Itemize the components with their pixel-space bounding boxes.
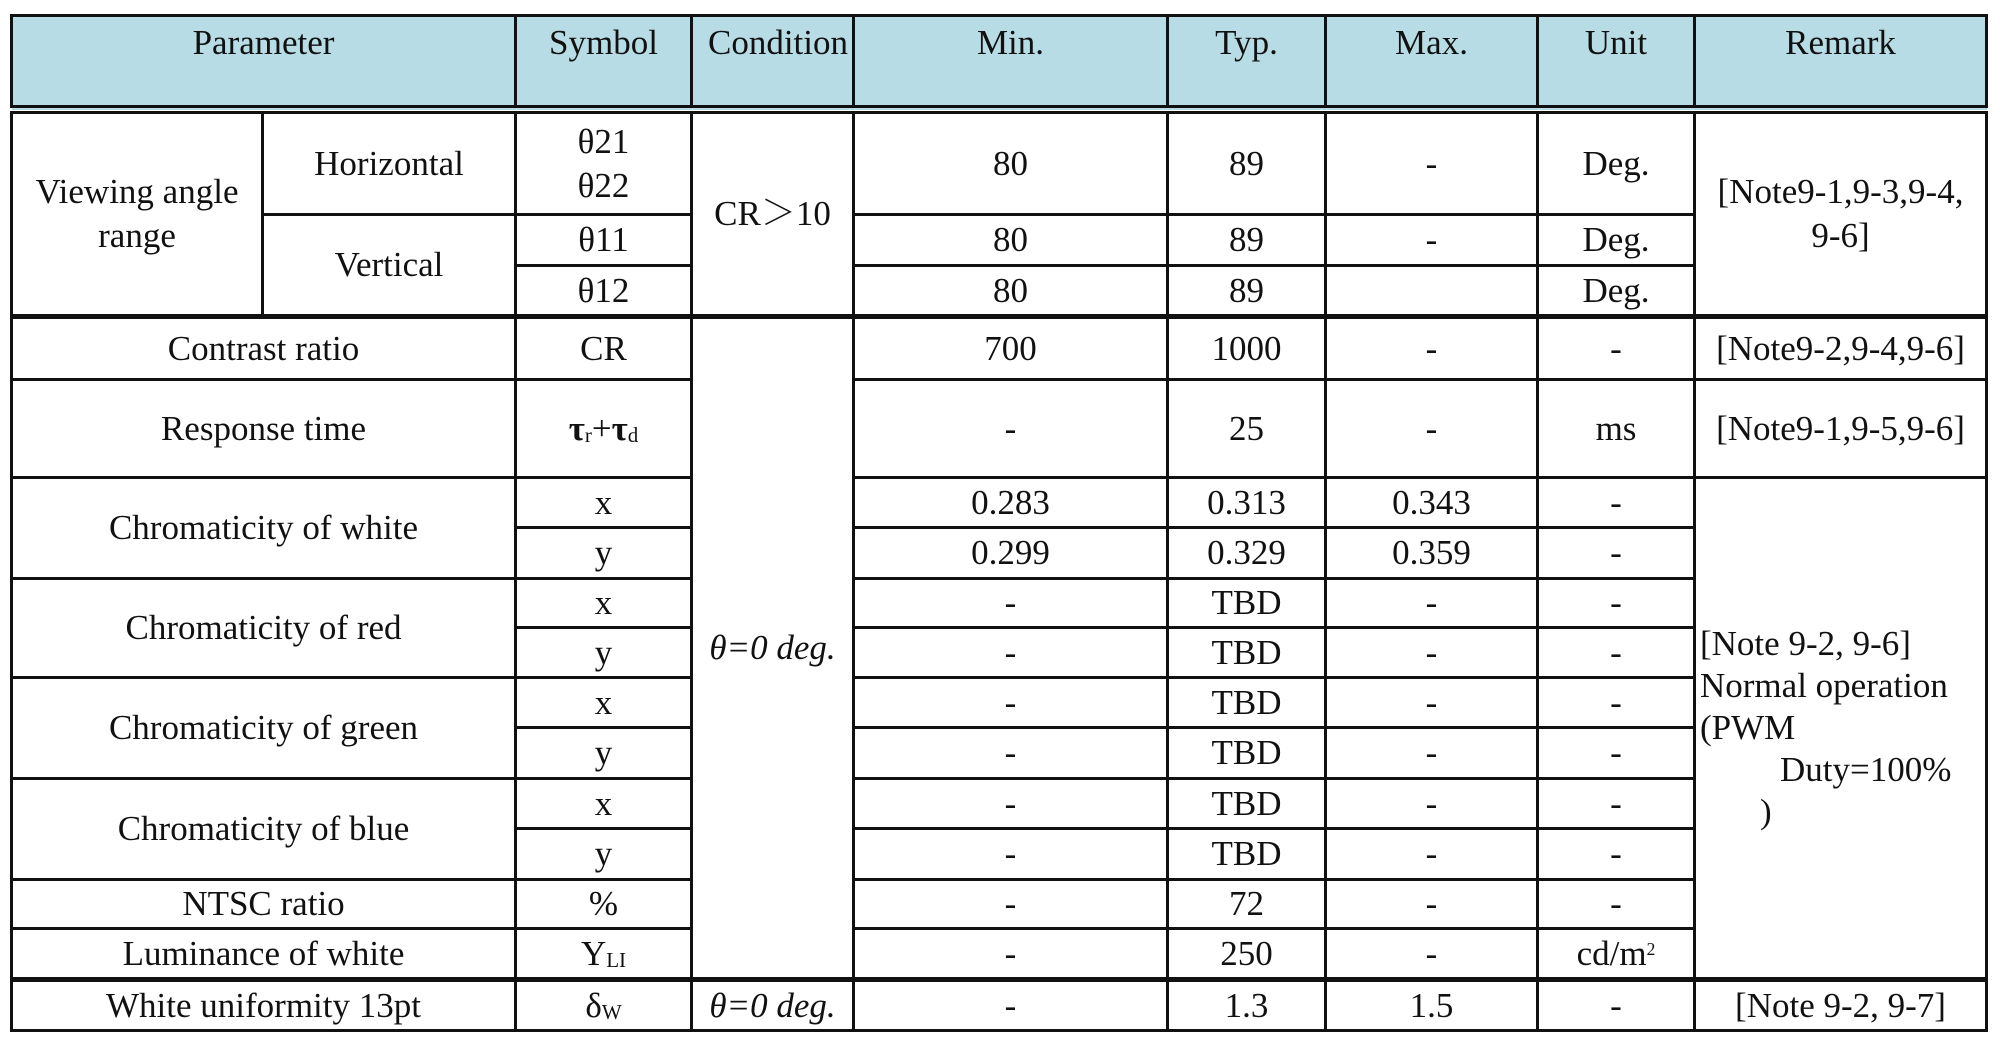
header-condition: Condition: [692, 16, 854, 110]
typ-cell: 1.3: [1168, 980, 1326, 1031]
condition-cell: θ=0 deg.: [692, 980, 854, 1031]
unit: cd/m: [1576, 933, 1647, 973]
symbol: θ22: [577, 165, 630, 205]
plus: +: [591, 408, 612, 448]
unit-cell: -: [1538, 317, 1695, 380]
tau-symbol: τ: [611, 408, 628, 448]
max-cell: 1.5: [1326, 980, 1538, 1031]
remark-response: [Note9-1,9-5,9-6]: [1695, 380, 1987, 478]
tau-symbol: τ: [568, 408, 585, 448]
max-cell: -: [1326, 880, 1538, 929]
unit-cell: -: [1538, 880, 1695, 929]
min-cell: -: [854, 929, 1168, 980]
table-row: [12, 478, 1987, 528]
horizontal-label: Horizontal: [263, 110, 516, 215]
unit-cell: Deg.: [1538, 110, 1695, 215]
table-row: [12, 110, 1987, 215]
optical-spec-table: [10, 14, 1988, 1032]
symbol: δ: [585, 985, 602, 1025]
max-cell: -: [1326, 579, 1538, 628]
remark-chromaticity: [1695, 478, 1987, 980]
typ-cell: TBD: [1168, 678, 1326, 728]
typ-cell: 0.313: [1168, 478, 1326, 528]
typ-cell: 1000: [1168, 317, 1326, 380]
min-cell: 80: [854, 110, 1168, 215]
red-label: Chromaticity of red: [12, 579, 516, 678]
symbol-cell: x: [516, 478, 692, 528]
symbol-cell: y: [516, 628, 692, 678]
remark-line: ): [1760, 792, 1772, 831]
min-cell: 80: [854, 266, 1168, 317]
unit-cell: -: [1538, 980, 1695, 1031]
symbol-cell: CR: [516, 317, 692, 380]
ntsc-label: NTSC ratio: [12, 880, 516, 929]
unit-cell: Deg.: [1538, 215, 1695, 266]
min-cell: 0.299: [854, 528, 1168, 579]
min-cell: -: [854, 628, 1168, 678]
min-cell: 80: [854, 215, 1168, 266]
typ-cell: TBD: [1168, 779, 1326, 829]
typ-cell: TBD: [1168, 628, 1326, 678]
remark-viewing: [Note9-1,9-3,9-4, 9-6]: [1695, 110, 1987, 317]
max-cell: -: [1326, 628, 1538, 678]
header-max: Max.: [1326, 16, 1538, 110]
header-row: [12, 16, 1987, 110]
subscript: r: [584, 422, 592, 447]
remark-contrast: [Note9-2,9-4,9-6]: [1695, 317, 1987, 380]
unit-cell: [1538, 929, 1695, 980]
symbol-cell: y: [516, 528, 692, 579]
uniformity-label: White uniformity 13pt: [12, 980, 516, 1031]
header-unit: Unit: [1538, 16, 1695, 110]
remark-line: Normal operation: [1700, 666, 1948, 705]
max-cell: -: [1326, 779, 1538, 829]
max-cell: -: [1326, 929, 1538, 980]
symbol-cell: y: [516, 728, 692, 779]
symbol-cell: [516, 380, 692, 478]
vertical-label: Vertical: [263, 215, 516, 317]
max-cell: 0.343: [1326, 478, 1538, 528]
header-symbol: Symbol: [516, 16, 692, 110]
min-cell: -: [854, 829, 1168, 880]
max-cell: -: [1326, 110, 1538, 215]
symbol-cell: [516, 110, 692, 215]
symbol-cell: y: [516, 829, 692, 880]
typ-cell: TBD: [1168, 579, 1326, 628]
header-min: Min.: [854, 16, 1168, 110]
table-row: [12, 980, 1987, 1031]
max-cell: -: [1326, 728, 1538, 779]
viewing-angle-label: Viewing angle range: [12, 110, 263, 317]
header-remark: Remark: [1695, 16, 1987, 110]
condition-theta: θ=0 deg.: [692, 317, 854, 980]
max-cell: -: [1326, 317, 1538, 380]
max-cell: 0.359: [1326, 528, 1538, 579]
symbol-cell: θ12: [516, 266, 692, 317]
min-cell: -: [854, 880, 1168, 929]
symbol: θ21: [577, 121, 630, 161]
symbol-cell: x: [516, 779, 692, 829]
min-cell: -: [854, 380, 1168, 478]
unit-cell: ms: [1538, 380, 1695, 478]
condition-cr: CR＞10: [692, 110, 854, 317]
blue-label: Chromaticity of blue: [12, 779, 516, 880]
max-cell: -: [1326, 829, 1538, 880]
unit-cell: -: [1538, 478, 1695, 528]
max-cell: -: [1326, 215, 1538, 266]
symbol-cell: θ11: [516, 215, 692, 266]
typ-cell: 250: [1168, 929, 1326, 980]
max-cell: [1326, 266, 1538, 317]
unit-cell: -: [1538, 829, 1695, 880]
subscript: d: [627, 422, 639, 447]
typ-cell: 89: [1168, 215, 1326, 266]
symbol: Y: [580, 933, 607, 973]
min-cell: -: [854, 779, 1168, 829]
table-row: [12, 579, 1987, 628]
table-row: [12, 678, 1987, 728]
superscript: 2: [1646, 938, 1656, 959]
symbol-cell: x: [516, 678, 692, 728]
response-label: Response time: [12, 380, 516, 478]
unit-cell: -: [1538, 728, 1695, 779]
symbol-cell: x: [516, 579, 692, 628]
typ-cell: 89: [1168, 266, 1326, 317]
green-label: Chromaticity of green: [12, 678, 516, 779]
remark-line: (PWM: [1700, 708, 1796, 747]
remark-uniformity: [Note 9-2, 9-7]: [1695, 980, 1987, 1031]
unit-cell: -: [1538, 579, 1695, 628]
table-row: [12, 779, 1987, 829]
symbol-cell: [516, 929, 692, 980]
typ-cell: 0.329: [1168, 528, 1326, 579]
min-cell: -: [854, 678, 1168, 728]
table-row: [12, 380, 1987, 478]
typ-cell: 72: [1168, 880, 1326, 929]
unit-cell: -: [1538, 528, 1695, 579]
min-cell: -: [854, 728, 1168, 779]
symbol-cell: %: [516, 880, 692, 929]
white-label: Chromaticity of white: [12, 478, 516, 579]
table-row: [12, 929, 1987, 980]
typ-cell: TBD: [1168, 829, 1326, 880]
min-cell: -: [854, 579, 1168, 628]
typ-cell: 25: [1168, 380, 1326, 478]
min-cell: 0.283: [854, 478, 1168, 528]
table-row: [12, 317, 1987, 380]
header-typ: Typ.: [1168, 16, 1326, 110]
subscript: LI: [606, 947, 627, 972]
table-row: [12, 215, 1987, 266]
max-cell: -: [1326, 678, 1538, 728]
unit-cell: -: [1538, 678, 1695, 728]
table-row: [12, 880, 1987, 929]
min-cell: -: [854, 980, 1168, 1031]
header-parameter: Parameter: [12, 16, 516, 110]
unit-cell: Deg.: [1538, 266, 1695, 317]
symbol-cell: [516, 980, 692, 1031]
typ-cell: 89: [1168, 110, 1326, 215]
unit-cell: -: [1538, 779, 1695, 829]
luminance-label: Luminance of white: [12, 929, 516, 980]
remark-line: [Note 9-2, 9-6]: [1700, 624, 1911, 663]
max-cell: -: [1326, 380, 1538, 478]
typ-cell: TBD: [1168, 728, 1326, 779]
subscript: W: [601, 999, 622, 1024]
unit-cell: -: [1538, 628, 1695, 678]
contrast-label: Contrast ratio: [12, 317, 516, 380]
min-cell: 700: [854, 317, 1168, 380]
remark-line: Duty=100%: [1780, 750, 1952, 789]
